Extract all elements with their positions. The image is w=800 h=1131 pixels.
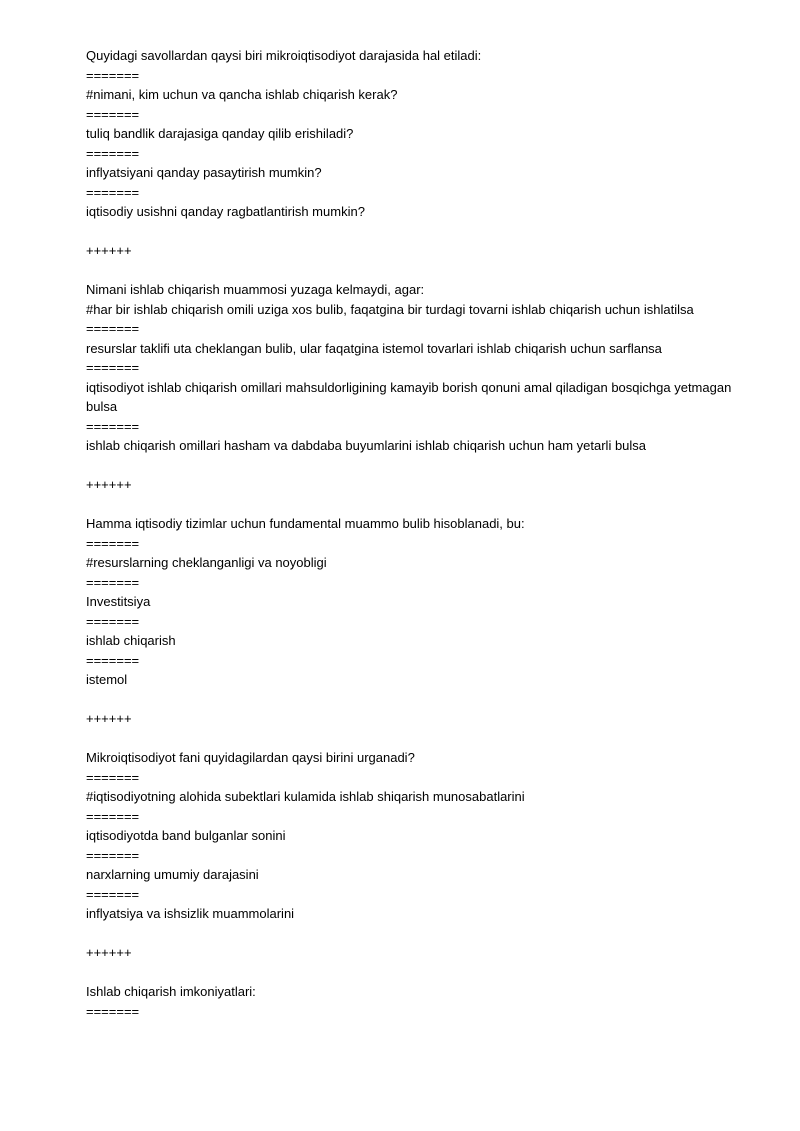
correct-answer-option: #har bir ishlab chiqarish omili uziga xos bulib, faqatgina bir turdagi tovarni ishlab chiqarish uchun ishlatilsa (86, 301, 694, 317)
answer-option: iqtisodiyotda band bulganlar sonini (86, 828, 286, 843)
blank-line (86, 963, 736, 983)
option-separator: ======= (86, 574, 140, 590)
option-separator: ======= (86, 769, 140, 785)
answer-option: ishlab chiqarish omillari hasham va dabdaba buyumlarini ishlab chiqarish uchun ham yetarli bulsa (86, 438, 647, 453)
option-separator: ======= (86, 886, 140, 902)
option-separator: ======= (86, 1003, 140, 1019)
answer-option: narxlarning umumiy darajasini (86, 867, 259, 882)
question-end-marker: ++++++ (86, 945, 132, 960)
option-separator: ======= (86, 67, 140, 83)
option-separator: ======= (86, 184, 140, 200)
option-separator: ======= (86, 535, 140, 551)
blank-line (86, 924, 736, 944)
answer-option: tuliq bandlik darajasiga qanday qilib erishiladi? (86, 126, 354, 141)
option-separator: ======= (86, 321, 140, 336)
answer-option: iqtisodiyot ishlab chiqarish omillari mahsuldorligining kamayib borish qonuni amal qiladigan bosqichga yetmagan bulsa (86, 379, 732, 414)
option-separator: ======= (86, 145, 140, 161)
option-separator: ======= (86, 613, 140, 629)
question-text: Ishlab chiqarish imkoniyatlari: (86, 984, 256, 999)
question-text: Nimani ishlab chiqarish muammosi yuzaga kelmaydi, agar: (86, 282, 425, 297)
option-separator: ======= (86, 418, 140, 434)
correct-answer-option: #iqtisodiyotning alohida subektlari kulamida ishlab shiqarish munosabatlarini (86, 789, 525, 804)
answer-option: istemol (86, 672, 128, 687)
blank-line (86, 222, 736, 242)
answer-option: iqtisodiy usishni qanday ragbatlantirish mumkin? (86, 204, 365, 219)
question-end-marker: ++++++ (86, 711, 132, 726)
answer-option: Investitsiya (86, 594, 151, 609)
question-text: Mikroiqtisodiyot fani quyidagilardan qaysi birini urganadi? (86, 750, 415, 765)
question-text: Hamma iqtisodiy tizimlar uchun fundamental muammo bulib hisoblanadi, bu: (86, 516, 525, 531)
blank-line (86, 729, 736, 749)
option-separator: ======= (86, 847, 140, 863)
correct-answer-option: #resurslarning cheklanganligi va noyobligi (86, 555, 327, 570)
blank-line (86, 690, 736, 710)
answer-option: ishlab chiqarish (86, 633, 176, 648)
option-separator: ======= (86, 106, 140, 122)
question-end-marker: ++++++ (86, 243, 132, 258)
document-page (86, 46, 736, 1021)
answer-option: inflyatsiya va ishsizlik muammolarini (86, 906, 295, 921)
option-separator: ======= (86, 808, 140, 824)
answer-option: inflyatsiyani qanday pasaytirish mumkin? (86, 165, 322, 180)
blank-line (86, 495, 736, 515)
answer-option: resurslar taklifi uta cheklangan bulib, ular faqatgina istemol tovarlari ishlab chiqarish uchun sarflansa (86, 340, 662, 356)
correct-answer-option: #nimani, kim uchun va qancha ishlab chiqarish kerak? (86, 87, 398, 102)
question-text: Quyidagi savollardan qaysi biri mikroiqtisodiyot darajasida hal etiladi: (86, 48, 482, 63)
option-separator: ======= (86, 652, 140, 668)
blank-line (86, 261, 736, 281)
option-separator: ======= (86, 360, 140, 375)
question-end-marker: ++++++ (86, 477, 132, 492)
blank-line (86, 456, 736, 476)
